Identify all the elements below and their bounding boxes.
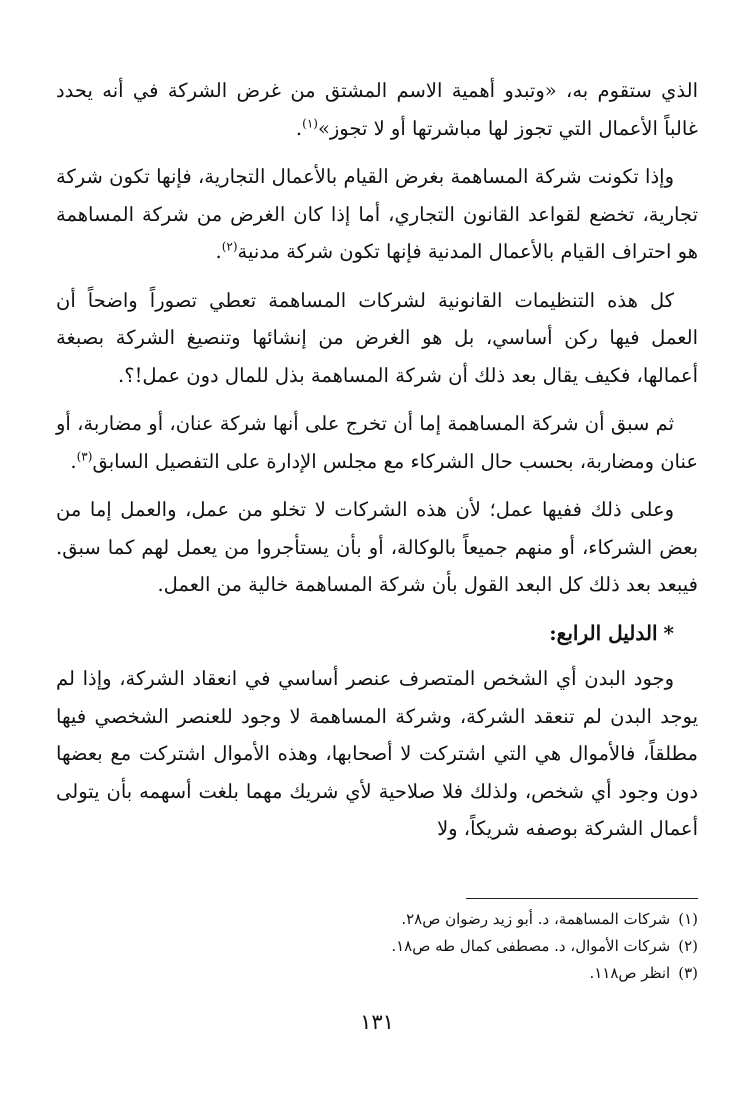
footnote-3-text: انظر ص١١٨. xyxy=(589,964,671,982)
paragraph-4-text: ثم سبق أن شركة المساهمة إما أن تخرج على أنها شركة عنان، أو مضاربة، أو عنان ومضاربة، بحسب حال الشركاء مع مجلس الإدارة على التفصيل السابق xyxy=(56,412,698,473)
footnote-2 xyxy=(56,933,698,960)
paragraph-2 xyxy=(56,158,698,271)
footnote-ref-1: (١) xyxy=(302,116,318,130)
footnote-1-number: (١) xyxy=(678,910,698,928)
paragraph-1-text: الذي ستقوم به، «وتبدو أهمية الاسم المشتق من غرض الشركة في أنه يحدد غالباً الأعمال التي تجوز لها مباشرتها أو لا تجوز» xyxy=(56,79,698,140)
footnote-1-text: شركات المساهمة، د. أبو زيد رضوان ص٢٨. xyxy=(401,910,671,928)
paragraph-6 xyxy=(56,660,698,848)
footnote-3 xyxy=(56,960,698,987)
page-number: ١٣١ xyxy=(360,1010,394,1034)
body-text xyxy=(56,72,698,859)
section-heading xyxy=(56,615,698,653)
footnote-divider xyxy=(466,898,698,899)
paragraph-5-text: وعلى ذلك ففيها عمل؛ لأن هذه الشركات لا تخلو من عمل، والعمل إما من بعض الشركاء، أو منهم جميعاً بالوكالة، أو بأن يستأجروا من يعمل لهم كما سبق. فيبعد بعد ذلك كل البعد القول بأن شركة المساهمة خالية من العمل. xyxy=(56,498,698,596)
star-icon: * xyxy=(663,620,674,645)
paragraph-4 xyxy=(56,405,698,480)
footnote-2-text: شركات الأموال، د. مصطفى كمال طه ص١٨. xyxy=(391,937,671,955)
paragraph-6-text: وجود البدن أي الشخص المتصرف عنصر أساسي في انعقاد الشركة، وإذا لم يوجد البدن لم تنعقد الشركة، وشركة المساهمة لا وجود للعنصر الشخصي فيها مطلقاً، فالأموال هي التي اشتركت لا أصحابها، وهذه الأموال اشتركت مع بعضها دون وجود أي شخص، ولذلك فلا صلاحية لأي شريك مهما بلغت أسهمه بأن يتولى أعمال الشركة بوصفه شريكاً، ولا xyxy=(56,667,698,840)
footnote-1 xyxy=(56,906,698,933)
paragraph-2-text: وإذا تكونت شركة المساهمة بغرض القيام بالأعمال التجارية، فإنها تكون شركة تجارية، تخضع لقواعد القانون التجاري، أما إذا كان الغرض من شركة المساهمة هو احتراف القيام بالأعمال المدنية فإنها تكون شركة مدنية xyxy=(56,165,698,263)
paragraph-4-end: . xyxy=(70,449,77,473)
paragraph-2-end: . xyxy=(215,240,222,263)
footnote-3-number: (٣) xyxy=(678,964,698,982)
paragraph-1-end: . xyxy=(295,116,303,140)
footnote-ref-3: (٣) xyxy=(76,449,93,463)
section-heading-label: الدليل الرابع: xyxy=(549,620,658,645)
paragraph-3 xyxy=(56,282,698,395)
paragraph-3-text: كل هذه التنظيمات القانونية لشركات المساهمة تعطي تصوراً واضحاً أن العمل فيها ركن أساسي، بل هو الغرض من إنشائها وتنصيغ الشركة بصبغة أعمالها، فكيف يقال بعد ذلك أن شركة المساهمة بذل للمال دون عمل!؟. xyxy=(56,288,698,387)
footnotes xyxy=(56,906,698,987)
paragraph-5 xyxy=(56,491,698,604)
paragraph-1 xyxy=(56,72,698,147)
footnote-2-number: (٢) xyxy=(678,937,698,955)
footnote-ref-2: (٢) xyxy=(221,239,238,254)
